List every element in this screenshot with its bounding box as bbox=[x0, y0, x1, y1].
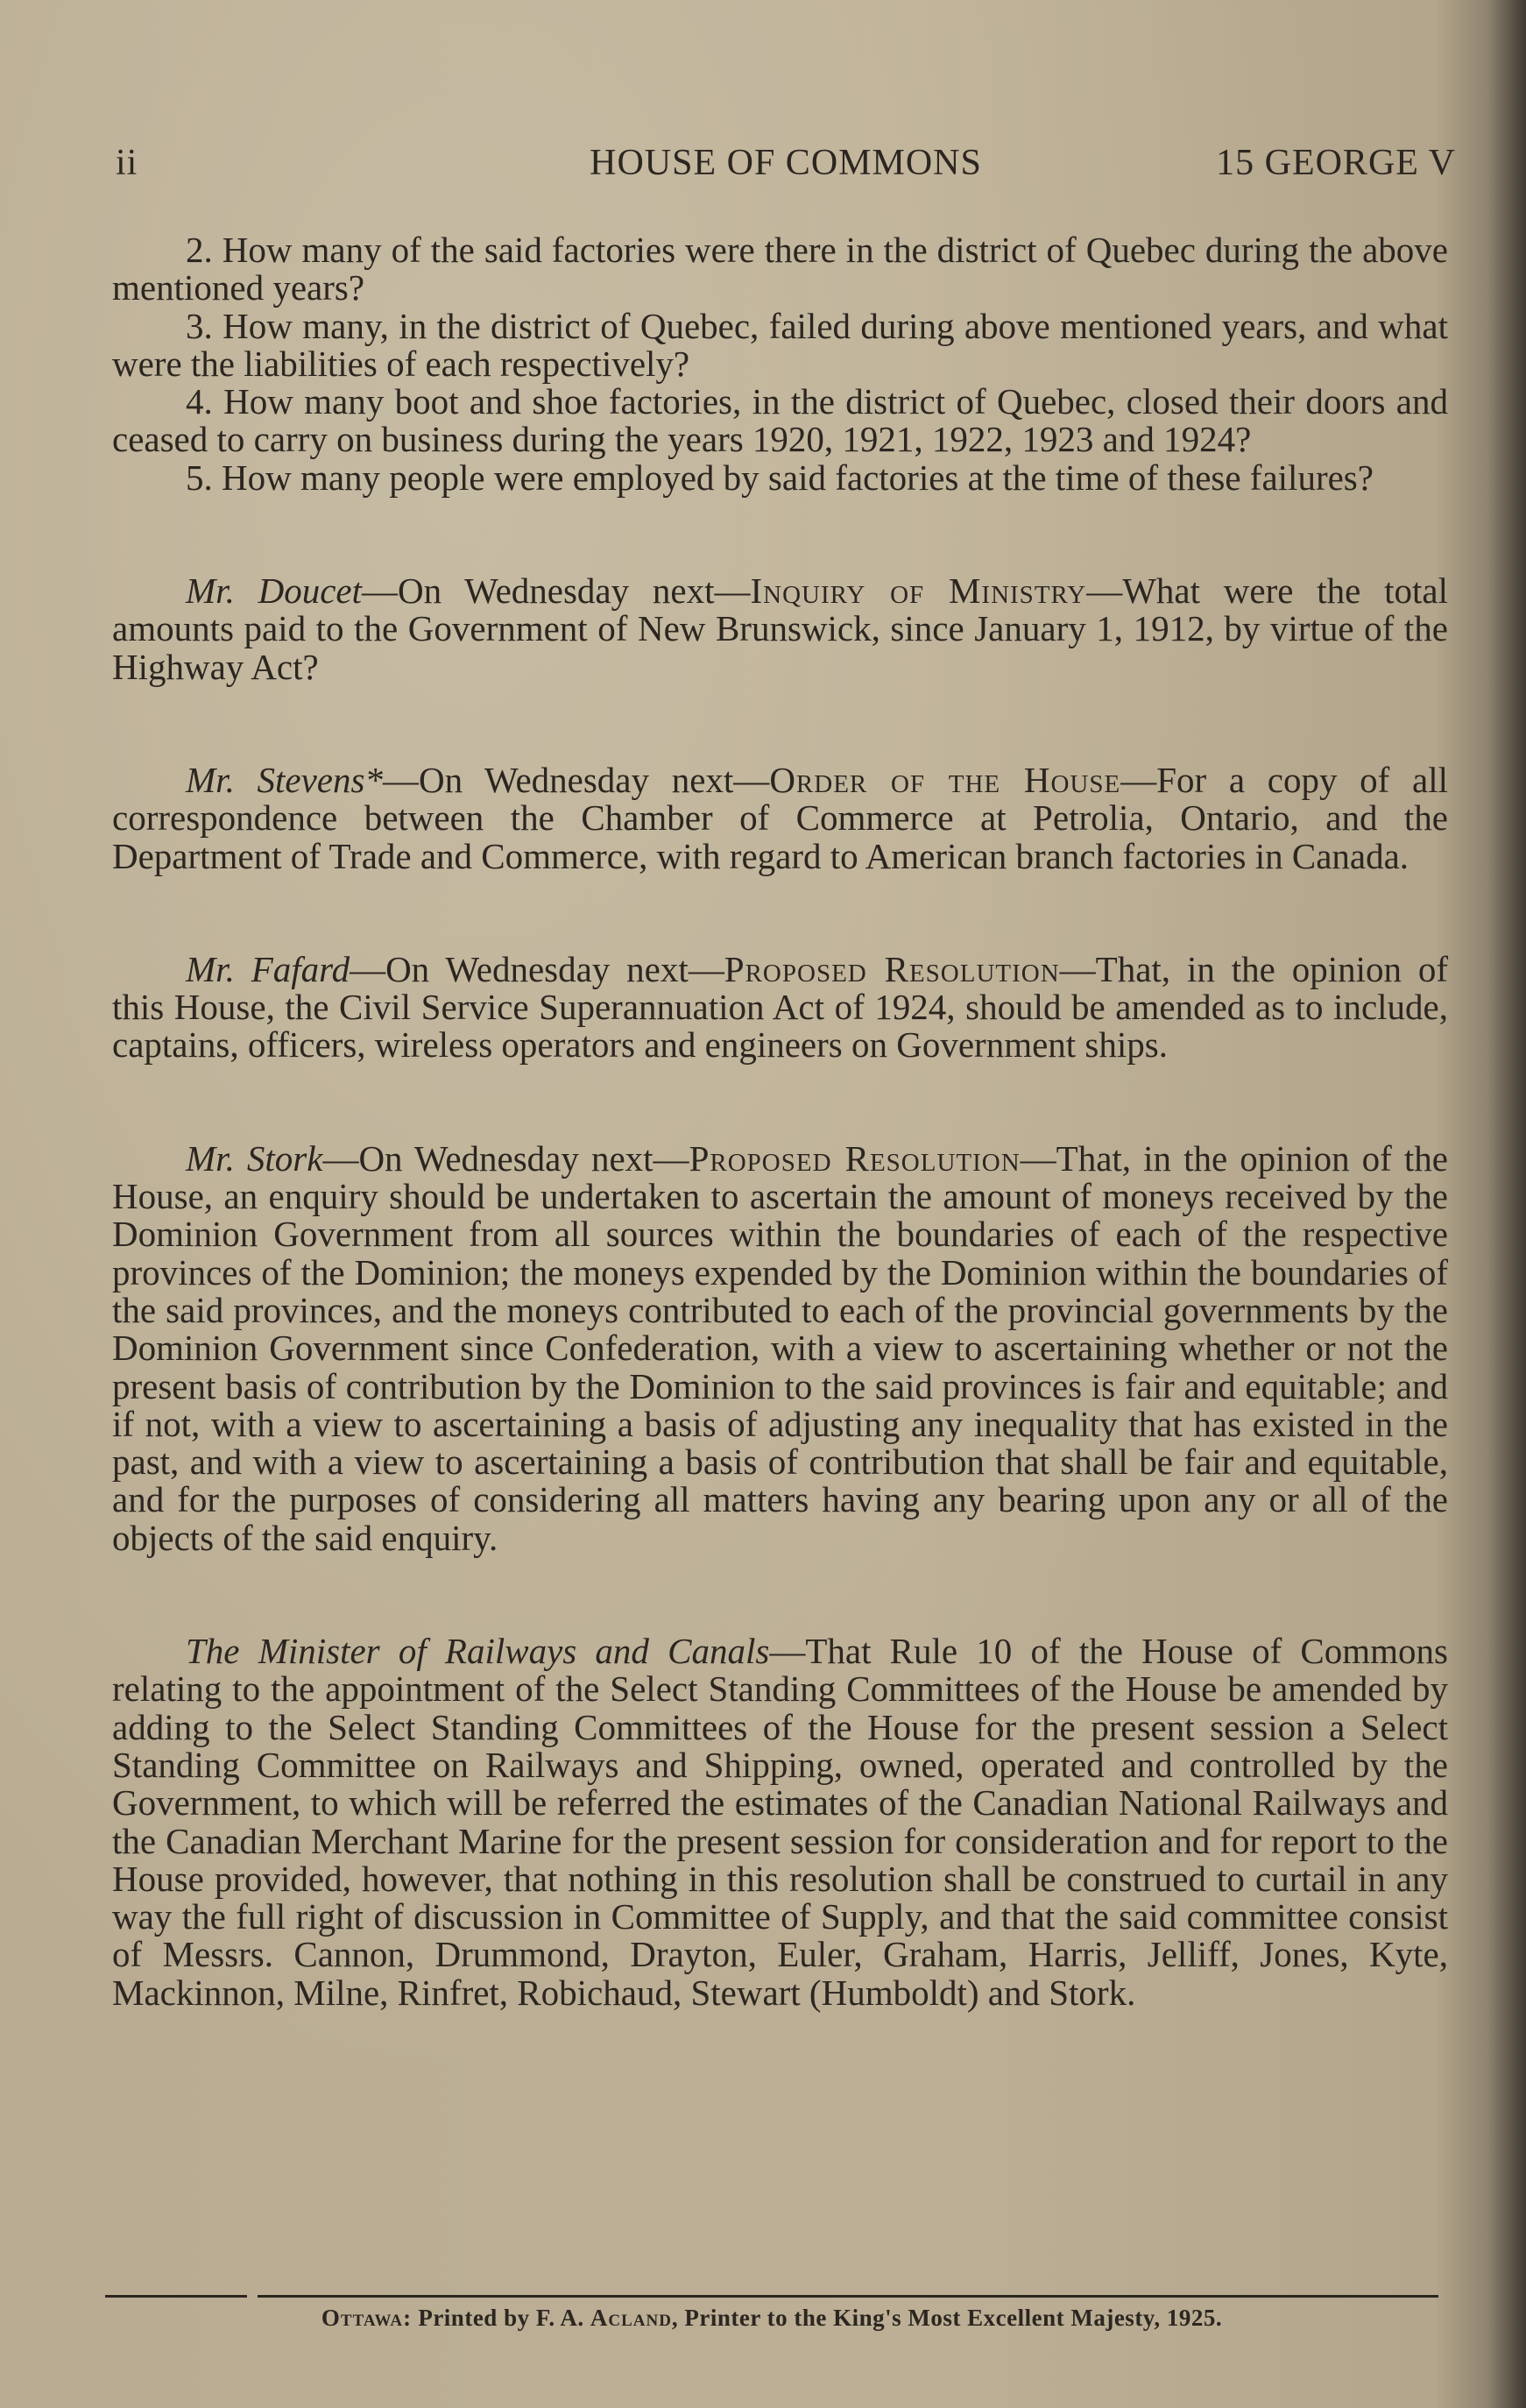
printer-imprint bbox=[105, 2305, 1438, 2332]
question-5: 5. How many people were employed by said factories at the time of these failures? bbox=[186, 457, 1374, 498]
notice-stork bbox=[112, 1137, 1449, 1558]
imprint-printed-by: Printed by F. A. bbox=[412, 2305, 590, 2331]
notice-type: Proposed Resolution bbox=[724, 948, 1060, 989]
notice-date: —On Wednesday next— bbox=[322, 1137, 689, 1179]
notice-minister-railways bbox=[112, 1632, 1448, 2012]
member-name: The Minister of Railways and Canals bbox=[186, 1631, 770, 1672]
member-name: Mr. Doucet bbox=[186, 570, 362, 612]
running-title: HOUSE OF COMMONS bbox=[590, 143, 982, 183]
member-name: Mr. Stork bbox=[186, 1137, 323, 1179]
question-4: 4. How many boot and shoe factories, in the district of Quebec, closed their doors and ceased to carry on business during the years 1920, 1921, 1922, 1923 and 1924? bbox=[112, 381, 1448, 460]
imprint-printer: Acland bbox=[590, 2305, 672, 2331]
notice-type: Proposed Resolution bbox=[689, 1137, 1021, 1179]
notice-type: Inquiry of Ministry bbox=[750, 570, 1087, 612]
notice-text: —That Rule 10 of the House of Commons relating to the appointment of the Select Standing Committees of the House be amended by adding to the Select Standing Committees of the House for the present session a Select Standing Committee on Railways and Shipping, owned, operated and controlled by the Government, to which will be referred the estimates of the Canadian National Railways and the Canadian Merchant Marine for the present session for consideration and for report to the House provided, however, that nothing in this resolution shall be construed to curtail in any way the full right of discussion in Committee of Supply, and that the said committee consist of Messrs. Cannon, Drummond, Drayton, Euler, Graham, Harris, Jelliff, Jones, Kyte, Mackinnon, Milne, Rinfret, Robichaud, Stewart (Humboldt) and Stork. bbox=[112, 1631, 1448, 2013]
notice-doucet bbox=[112, 572, 1448, 686]
notice-date: —On Wednesday next— bbox=[350, 948, 724, 989]
question-3: 3. How many, in the district of Quebec, failed during above mentioned years, and what were the liabilities of each respectively? bbox=[112, 305, 1448, 384]
notice-text: —For a copy of all correspondence between the Chamber of Commerce at Petrolia, Ontario, and the Department of Trade and Commerce, with regard to American branch factories in Canada. bbox=[112, 759, 1449, 876]
notice-stevens bbox=[112, 761, 1448, 875]
footer-rule bbox=[105, 2295, 1438, 2298]
running-head bbox=[116, 142, 1456, 186]
body-text bbox=[112, 231, 1448, 2012]
imprint-city: Ottawa: bbox=[321, 2305, 413, 2331]
imprint-rest: , Printer to the King's Most Excellent Majesty, 1925. bbox=[671, 2305, 1223, 2331]
notice-type: Order of the House bbox=[769, 759, 1121, 800]
member-name: Mr. Fafard bbox=[186, 948, 350, 989]
notice-text: —What were the total amounts paid to the Government of New Brunswick, since January 1, 1912, by virtue of the Highway Act? bbox=[112, 570, 1448, 687]
member-name: Mr. Stevens* bbox=[186, 759, 383, 800]
question-2: 2. How many of the said factories were there in the district of Quebec during the above mentioned years? bbox=[112, 230, 1448, 308]
notice-text: —That, in the opinion of the House, an enquiry should be undertaken to ascertain the amount of moneys received by the Dominion Government from all sources within the boundaries of each of the respective provinces of the Dominion; the moneys expended by the Dominion within the boundaries of the said provinces, and the moneys contributed to each of the provincial governments by the Dominion Government since Confederation, with a view to ascertaining whether or not the present basis of contribution by the Dominion to the said provinces is fair and equitable; and if not, with a view to ascertaining a basis of adjusting any inequality that has existed in the past, and with a view to ascertaining a basis of contribution that shall be fair and equitable, and for the purposes of considering all matters having any bearing upon any or all of the objects of the said enquiry. bbox=[112, 1137, 1449, 1558]
notice-date: —On Wednesday next— bbox=[382, 759, 770, 800]
regnal-year: 15 GEORGE V bbox=[1216, 143, 1456, 183]
notice-text: —That, in the opinion of this House, the Civil Service Superannuation Act of 1924, should be amended as to include, captains, officers, wireless operators and engineers on Government ships. bbox=[112, 948, 1449, 1066]
notice-fafard bbox=[112, 948, 1449, 1066]
notice-date: —On Wednesday next— bbox=[362, 570, 751, 612]
page-number: ii bbox=[116, 143, 138, 183]
